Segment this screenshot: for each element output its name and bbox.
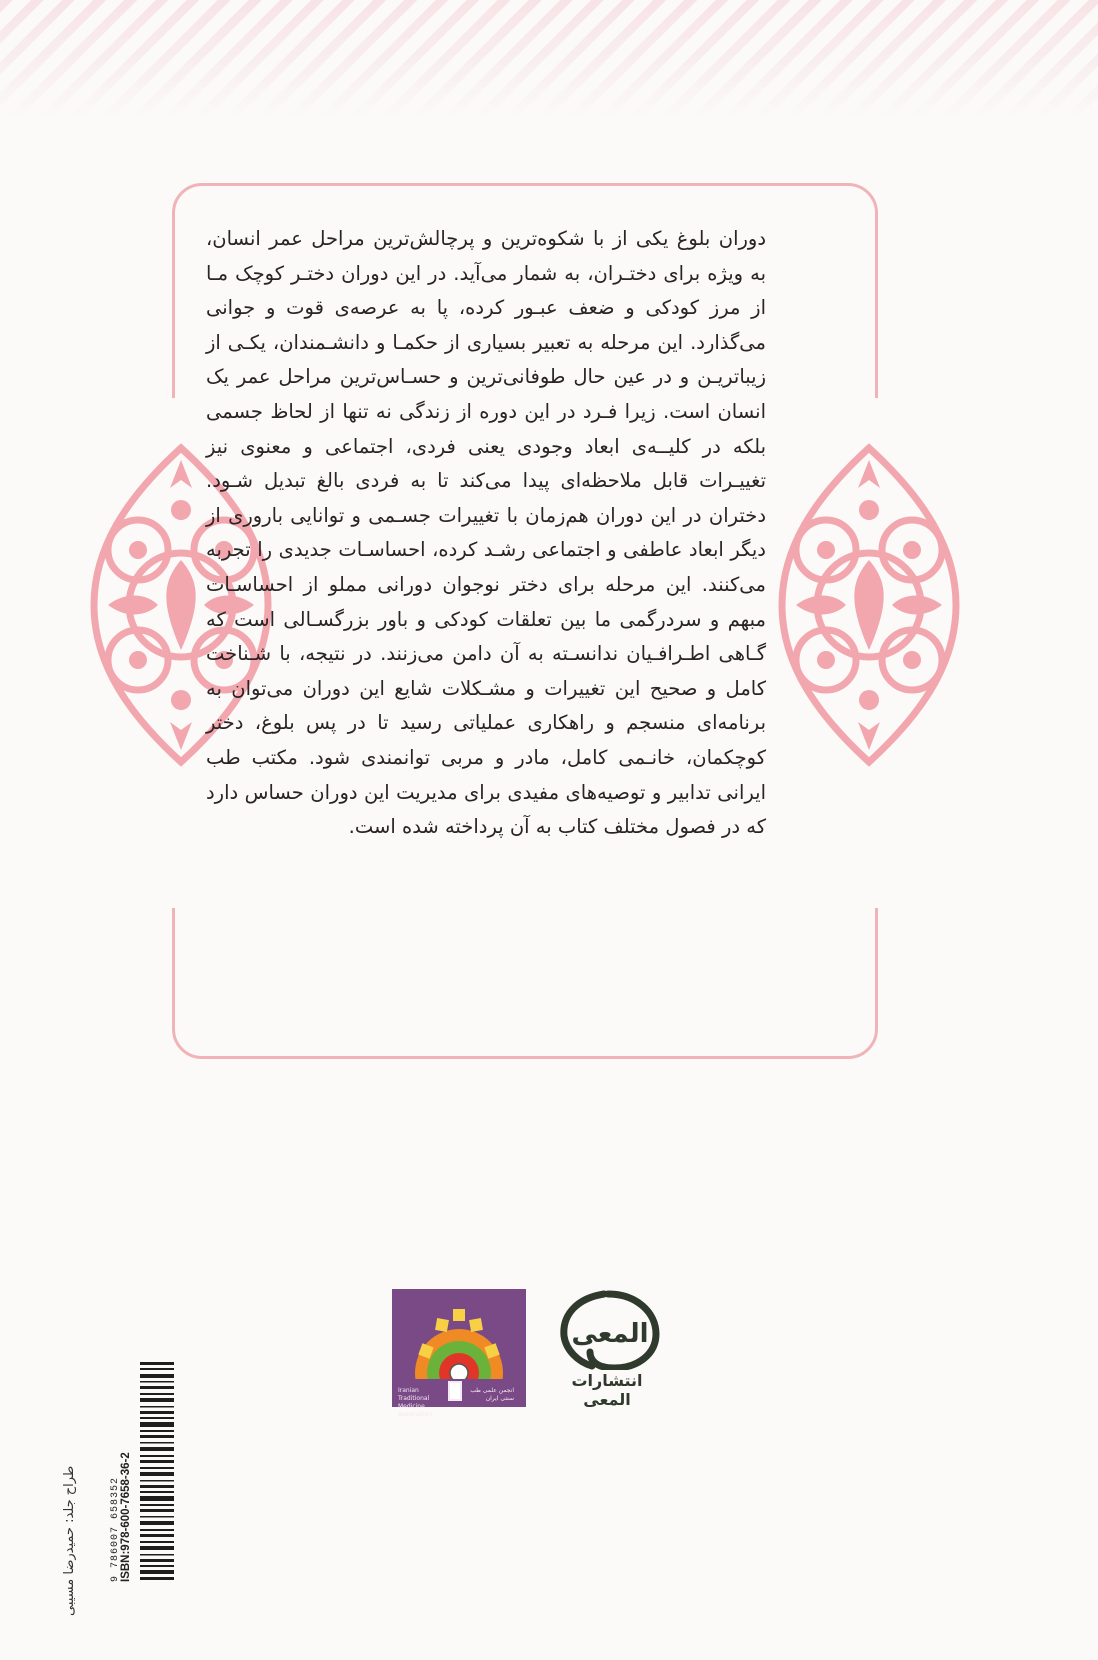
association-logo — [392, 1289, 526, 1418]
publisher-logo-text: المعی — [571, 1319, 649, 1349]
barcode-digits: 9 786007 658352 — [110, 1476, 121, 1582]
arabesque-ornament-right — [776, 440, 962, 770]
cover-designer-credit: طراح جلد: حمیدرضا مسیبی — [62, 1465, 77, 1616]
book-description: دوران بلوغ یکی از با شکوه‌ترین و پرچالش‌ترین مراحل عمر انسان، به ویژه برای دختـران، به شمار می‌آید. در این دوران دختـر کوچک مـا از مرز کودکی و ضعف عبـور کرده، پا به عرصه‌ی قوت و جوانی می‌گذارد. این مرحله به تعبیر بسیاری از حکمـا و دانشـمندان، یکـی از زیباتریـن و در عین حال طوفانی‌ترین و حسـاس‌ترین مراحل عمر یک انسان است. زیرا فـرد در این دوره از زندگی نه تنها از لحاظ جسمی بلکه در کلیــه‌ی ابعاد وجودی یعنی فردی، اجتماعی و معنوی نیز تغییـرات قابل ملاحظه‌ای پیدا می‌کند تا به فردی بالغ تبدیل شـود. دختران در این دوران هم‌زمان با تغییرات جسـمی و توانایی باروری از دیگر ابعاد عاطفی و اجتماعی رشـد کرده، احساسـات جدیدی را تجربه می‌کنند. این مرحله برای دختر نوجوان دورانی مملو از احساسـات مبهم و سردرگمی ما بین تعلقات کودکی و باور بزرگسـالی است که گـاهی اطـرافـیان ندانسـته به آن دامن می‌زنند. در نتیجه، با شـناخت کامل و صحیح این تغییرات و مشـکلات شایع این دوران می‌توان به برنامه‌ای منسجم و راهکاری عملیاتی رسید تا در پس بلوغ، دختر کوچکمان، خانـمی کامل، مادر و مربی توانمندی شود. مکتب طب ایرانی تدابیر و توصیه‌های مفیدی برای مدیریت این دوران حساس دارد که در فصول مختلف کتاب به آن پرداخته شده است. — [206, 227, 766, 839]
association-name-fa: انجمن علمی طب سنتی ایران — [470, 1387, 514, 1402]
publisher-name: انتشارات المعی — [571, 1371, 643, 1409]
isbn-label: ISBN:978-600-7658-36-2 — [120, 1452, 132, 1582]
sunburst-emblem-icon — [414, 1293, 504, 1379]
association-name-en: Iranian Traditional Medicine Association — [398, 1387, 433, 1418]
barcode-icon — [140, 1360, 174, 1582]
top-stripe-pattern — [0, 0, 1098, 120]
publisher-logo — [556, 1290, 660, 1370]
